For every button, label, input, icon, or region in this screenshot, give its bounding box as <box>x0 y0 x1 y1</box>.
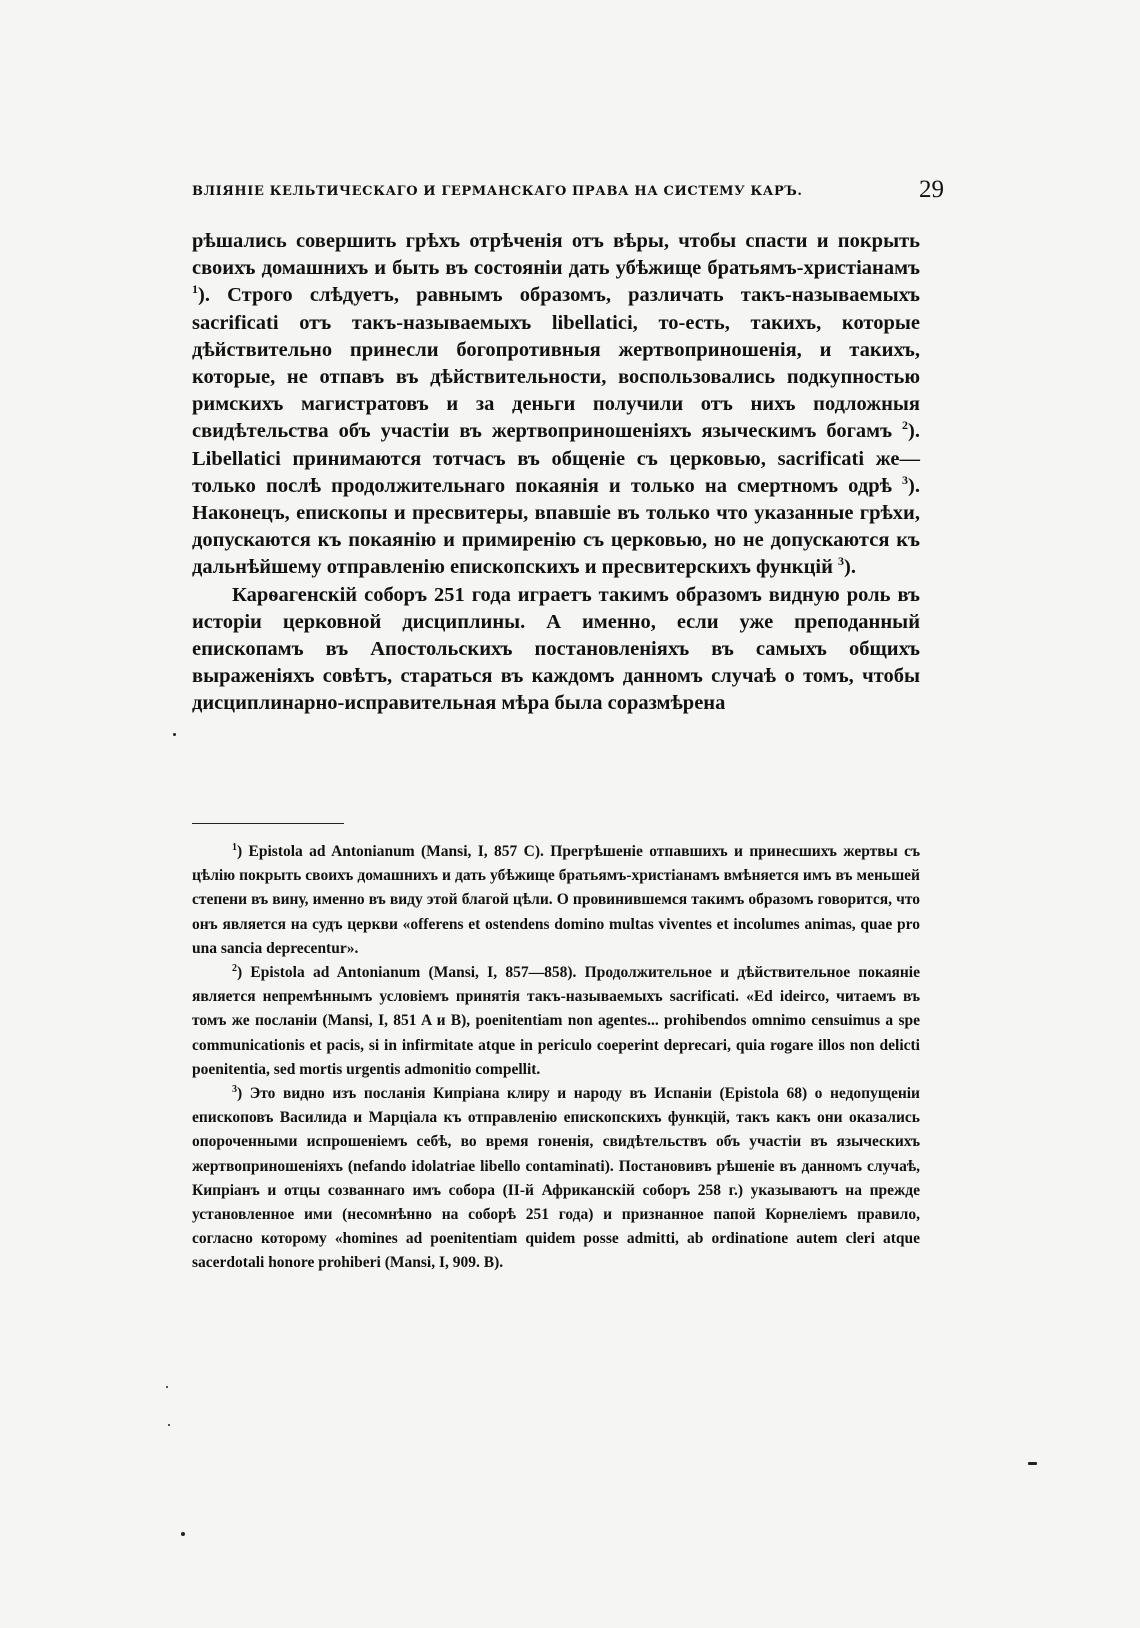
footnote-ref-3: 3 <box>902 473 909 487</box>
paragraph-1 <box>192 228 920 582</box>
running-title: ВЛІЯНІЕ КЕЛЬТИЧЕСКАГО И ГЕРМАНСКАГО ПРАВА НА СИСТЕМУ КАРЪ. <box>192 184 803 199</box>
footnote-marker: 3 <box>232 1083 237 1095</box>
footnote-ref-2: 2 <box>902 418 909 433</box>
page-header <box>192 176 944 216</box>
footnote-ref-1: 1 <box>192 282 198 297</box>
main-text <box>192 228 920 718</box>
paragraph-1-part-c: ). Libellatici принимаются тотчасъ въ общеніе съ церковью, sacrificati же—только послѣ продолжительнаго покаянія и только на смертномъ одрѣ <box>192 420 920 497</box>
footnote-1 <box>192 840 920 961</box>
page-number: 29 <box>919 176 944 203</box>
footnote-text: ) Epistola ad Antonianum (Mansi, I, 857—858). Продолжительное и дѣйствительное покаяніе является непремѣннымъ условіемъ принятія такъ-называемыхъ sacrificati. «Ed ideirco, читаемъ въ томъ же посланіи (Mansi, I, 851 A и B), poenitentiam non agentes... prohibendos omnimo censuimus a spe communicationis et pacis, si in infirmitate atque in periculo coeperint deprecari, quia rogare illos non delicti poenitentia, sed mortis urgentis admonitio compellit. <box>192 964 920 1078</box>
footnote-marker: 2 <box>232 962 237 974</box>
footnote-ref-4: 3 <box>838 554 845 569</box>
footnotes <box>192 840 920 1276</box>
scan-speck <box>173 733 176 736</box>
scan-speck <box>166 1386 168 1388</box>
scan-speck <box>181 1532 185 1536</box>
footnote-text: ) Epistola ad Antonianum (Mansi, I, 857 C). Прегрѣшеніе отпавшихъ и принесшихъ жертвы съ цѣлію покрыть своихъ домашнихъ и дать убѣжище братьямъ-христіанамъ вмѣняется имъ въ меньшей степени въ вину, именно въ виду этой благой цѣли. О провинившемся такимъ образомъ говорится, что онъ является на судъ церкви «offerens et ostendens domino multas viventes et incolumes animas, quae pro una sancia deprecentur». <box>192 843 920 957</box>
paragraph-1-part-d: ). Наконецъ, епископы и пресвитеры, впавшіе въ только что указанные грѣхи, допускаются къ покаянію и примиренію съ церковью, но не допускаются къ дальнѣйшему отправленію епископскихъ и пресвитерскихъ функцій <box>192 474 920 579</box>
paragraph-1-part-a: рѣшались совершить грѣхъ отрѣченія отъ вѣры, чтобы спасти и покрыть своихъ домашнихъ и быть въ состояніи дать убѣжище братьямъ-христіанамъ <box>192 230 920 280</box>
scan-speck <box>1028 1462 1037 1465</box>
paragraph-1-part-e: ). <box>844 556 856 579</box>
footnote-separator <box>192 823 344 824</box>
paragraph-2: Карѳагенскій соборъ 251 года играетъ такимъ образомъ видную роль въ исторіи церковной дисциплины. А именно, если уже преподанный епископамъ въ Апостольскихъ постановленіяхъ въ самыхъ общихъ выраженіяхъ совѣтъ, стараться въ каждомъ данномъ случаѣ о томъ, чтобы дисциплинарно-исправительная мѣра была соразмѣрена <box>192 583 920 715</box>
footnote-2 <box>192 961 920 1082</box>
footnote-3 <box>192 1082 920 1276</box>
footnote-marker: 1 <box>232 841 237 853</box>
scan-speck <box>168 1424 170 1426</box>
paragraph-1-part-b: ). Строго слѣдуетъ, равнымъ образомъ, различать такъ-называемыхъ sacrificati отъ такъ-называемыхъ libellatici, то-есть, такихъ, которые дѣйствительно принесли богопротивныя жертвоприношенія, и такихъ, которые, не отпавъ въ дѣйствительности, воспользовались подкупностью римскихъ магистратовъ и за деньги получили отъ нихъ подложныя свидѣтельства объ участіи въ жертвоприношеніяхъ языческимъ богамъ <box>192 284 920 443</box>
footnote-text: ) Это видно изъ посланія Кипріана клиру и народу въ Испаніи (Epistola 68) о недопущеніи епископовъ Василида и Марціала къ отправленію епископскихъ функцій, такъ какъ они оказались опороченными испрошеніемъ себѣ, во время гоненія, свидѣтельствъ объ участіи въ языческихъ жертвоприношеніяхъ (nefando idolatriae libello contaminati). Постановивъ рѣшеніе въ данномъ случаѣ, Кипріанъ и отцы созваннаго имъ собора (II-й Африканскій соборъ 258 г.) указываютъ на прежде установленное ими (несомнѣнно на соборѣ 251 года) и признанное папой Корнеліемъ правило, согласно которому «homines ad poenitentiam quidem posse admitti, ab ordinatione autem cleri atque sacerdotali honore prohiberi (Mansi, I, 909. B). <box>192 1085 920 1272</box>
